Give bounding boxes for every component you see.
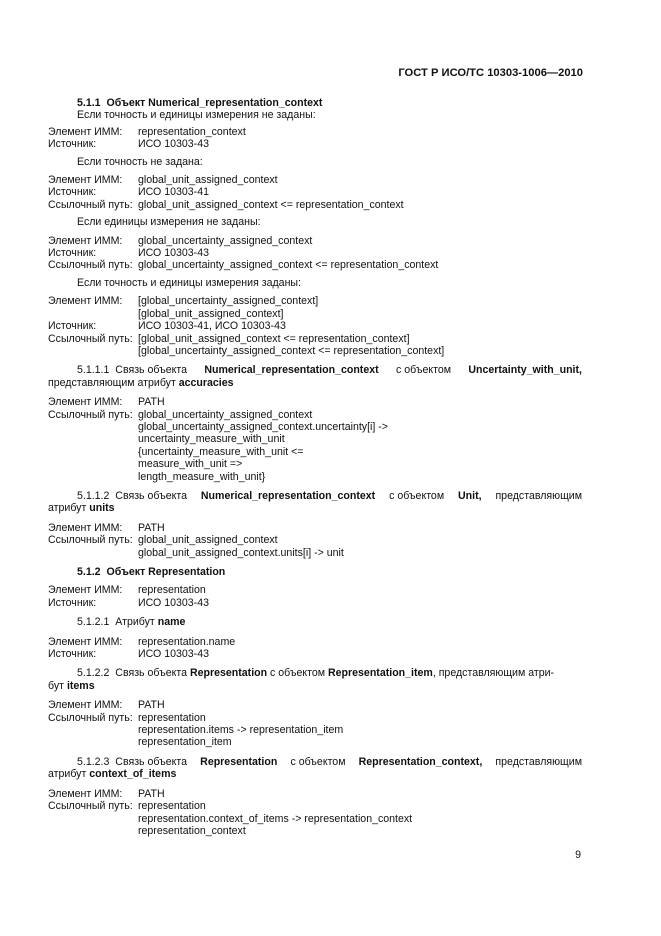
ref-path-label: Ссылочный путь: — [48, 534, 133, 547]
relation-text: Связь объекта — [115, 755, 188, 768]
element-value: [global_unit_assigned_context] — [138, 307, 284, 320]
source-row — [48, 186, 582, 198]
ref-path-label: Ссылочный путь: — [48, 259, 133, 272]
element-label: Элемент ИММ: — [48, 234, 123, 247]
subsection-lead — [77, 364, 187, 376]
ref-path-label: Ссылочный путь: — [48, 408, 133, 421]
attribute-name: items — [66, 679, 95, 692]
subsection-number: 5.1.1.1 — [77, 364, 110, 377]
relation-text: Связь объекта — [115, 667, 190, 680]
section-heading-5-1-1 — [48, 97, 582, 109]
source-value: ИСО 10303-43 — [138, 648, 209, 661]
element-label: Элемент ИММ: — [48, 787, 123, 800]
case-text: Если точность и единицы измерения заданы: — [77, 276, 301, 289]
attribute-name: name — [157, 616, 186, 629]
document-body — [48, 97, 582, 837]
ref-path-value: [global_unit_assigned_context <= representation_context] — [138, 332, 410, 345]
relation-text: представляющим — [495, 489, 582, 502]
ref-path-label: Ссылочный путь: — [48, 711, 133, 724]
ref-path-row-continued — [48, 446, 582, 458]
ref-path-row — [48, 259, 582, 271]
ref-path-value: global_unit_assigned_context — [138, 534, 278, 547]
ref-path-value: representation.context_of_items -> representation_context — [138, 812, 413, 825]
element-row — [48, 522, 582, 534]
element-label: Элемент ИММ: — [48, 584, 123, 597]
element-label: Элемент ИММ: — [48, 635, 123, 648]
section-number: 5.1.1 — [77, 97, 101, 109]
case-text: Если точность не задана: — [77, 155, 203, 168]
element-value: PATH — [138, 787, 165, 800]
subsection-heading-5-1-2-2 — [48, 667, 582, 679]
relation-text: представляющим — [495, 755, 582, 768]
subsection-heading-line2 — [48, 377, 582, 389]
ref-path-row — [48, 534, 582, 546]
source-row — [48, 320, 582, 332]
ref-path-row-continued — [48, 421, 582, 433]
element-row — [48, 396, 582, 408]
element-label: Элемент ИММ: — [48, 699, 123, 712]
ref-path-row-continued — [48, 345, 582, 357]
page-number: 9 — [575, 849, 581, 861]
element-value: representation.name — [138, 635, 236, 648]
relation-text: , представляющим атри- — [432, 667, 555, 680]
relation-object-1: Numerical_representation_context — [204, 364, 379, 377]
source-label: Источник: — [48, 138, 97, 151]
element-row — [48, 174, 582, 186]
relation-text: атрибут — [48, 502, 90, 515]
element-value: PATH — [138, 396, 165, 409]
relation-text: представляющим атрибут — [48, 376, 179, 389]
element-value: PATH — [138, 699, 165, 712]
source-row — [48, 648, 582, 660]
element-value: [global_uncertainty_assigned_context] — [138, 295, 319, 308]
element-value: representation — [138, 584, 206, 597]
ref-path-value: representation — [138, 711, 206, 724]
subsection-number: 5.1.2.3 — [77, 755, 110, 768]
relation-text: с объектом — [389, 489, 445, 502]
element-row — [48, 636, 582, 648]
relation-object-1: Numerical_representation_context — [200, 489, 376, 502]
subsection-lead — [77, 490, 187, 502]
subsection-heading-5-1-1-1 — [48, 364, 582, 376]
source-label: Источник: — [48, 186, 97, 199]
source-value: ИСО 10303-43 — [138, 247, 209, 260]
ref-path-row-continued — [48, 724, 582, 736]
ref-path-value: representation.items -> representation_item — [138, 724, 344, 737]
relation-text: Атрибут — [115, 616, 158, 629]
ref-path-row — [48, 800, 582, 812]
subsection-lead — [77, 756, 187, 768]
source-label: Источник: — [48, 247, 97, 260]
subsection-heading-line2 — [48, 768, 582, 780]
relation-text: с объектом — [290, 755, 346, 768]
section-title-prefix: Объект — [106, 566, 149, 578]
ref-path-value: measure_with_unit => — [138, 458, 243, 471]
subsection-heading-line2 — [48, 680, 582, 692]
subsection-number: 5.1.2.2 — [77, 667, 110, 680]
ref-path-row-continued — [48, 433, 582, 445]
ref-path-value: length_measure_with_unit} — [138, 470, 266, 483]
ref-path-value: global_uncertainty_assigned_context — [138, 408, 313, 421]
subsection-heading-5-1-2-3 — [48, 756, 582, 768]
subsection-heading-5-1-2-1 — [48, 616, 582, 628]
element-label: Элемент ИММ: — [48, 174, 123, 187]
case-text: Если точность и единицы измерения не заданы: — [77, 109, 316, 122]
ref-path-value: global_uncertainty_assigned_context.uncertainty[i] -> — [138, 420, 388, 433]
section-title-object: Representation — [148, 566, 226, 578]
element-row — [48, 126, 582, 138]
relation-object-2: Uncertainty_with_unit, — [468, 364, 582, 377]
ref-path-value: representation_item — [138, 736, 232, 749]
element-row — [48, 699, 582, 711]
relation-text: Связь объекта — [115, 364, 188, 377]
section-number: 5.1.2 — [77, 566, 101, 578]
element-row — [48, 584, 582, 596]
attribute-name: units — [89, 502, 115, 515]
relation-object-1: Representation — [200, 755, 278, 768]
document-header: ГОСТ Р ИСО/ТС 10303-1006—2010 — [398, 67, 583, 79]
element-label: Элемент ИММ: — [48, 125, 123, 138]
subsection-number: 5.1.1.2 — [77, 489, 110, 502]
relation-object-2: Representation_context, — [358, 755, 483, 768]
source-label: Источник: — [48, 648, 97, 661]
relation-object-2: Unit, — [458, 489, 482, 502]
source-label: Источник: — [48, 596, 97, 609]
ref-path-row-continued — [48, 825, 582, 837]
subsection-heading-line2 — [48, 502, 582, 514]
attribute-name: context_of_items — [89, 768, 177, 781]
relation-text: с объектом — [267, 667, 329, 680]
element-value: global_uncertainty_assigned_context — [138, 234, 313, 247]
relation-text: бут — [48, 679, 67, 692]
source-row — [48, 597, 582, 609]
relation-text: атрибут — [48, 768, 90, 781]
ref-path-row-continued — [48, 813, 582, 825]
element-value: PATH — [138, 521, 165, 534]
ref-path-label: Ссылочный путь: — [48, 332, 133, 345]
source-value: ИСО 10303-41, ИСО 10303-43 — [138, 320, 286, 333]
source-label: Источник: — [48, 320, 97, 333]
element-row — [48, 295, 582, 307]
ref-path-row — [48, 712, 582, 724]
source-row — [48, 138, 582, 150]
ref-path-row-continued — [48, 471, 582, 483]
section-heading-5-1-2 — [48, 566, 582, 578]
ref-path-row — [48, 199, 582, 211]
source-value: ИСО 10303-43 — [138, 596, 209, 609]
ref-path-value: global_uncertainty_assigned_context <= representation_context — [138, 259, 439, 272]
subsection-number: 5.1.2.1 — [77, 616, 110, 629]
source-row — [48, 247, 582, 259]
ref-path-value: uncertainty_measure_with_unit — [138, 433, 285, 446]
element-label: Элемент ИММ: — [48, 396, 123, 409]
ref-path-value: representation — [138, 800, 206, 813]
ref-path-label: Ссылочный путь: — [48, 800, 133, 813]
subsection-heading-5-1-1-2 — [48, 490, 582, 502]
source-value: ИСО 10303-41 — [138, 186, 209, 199]
relation-object-2: Representation_item — [328, 667, 433, 680]
ref-path-row-continued — [48, 736, 582, 748]
case-text: Если единицы измерения не заданы: — [77, 216, 261, 229]
element-label: Элемент ИММ: — [48, 295, 123, 308]
relation-text: с объектом — [395, 364, 452, 377]
section-title-prefix: Объект — [106, 97, 149, 109]
ref-path-value: {uncertainty_measure_with_unit <= — [138, 445, 304, 458]
attribute-name: accuracies — [178, 376, 234, 389]
relation-object-1: Representation — [189, 667, 268, 680]
ref-path-value: global_unit_assigned_context <= representation_context — [138, 198, 404, 211]
source-value: ИСО 10303-43 — [138, 138, 209, 151]
ref-path-value: [global_uncertainty_assigned_context <= representation_context] — [138, 344, 445, 357]
element-row — [48, 235, 582, 247]
element-label: Элемент ИММ: — [48, 521, 123, 534]
ref-path-row — [48, 409, 582, 421]
relation-text: Связь объекта — [115, 489, 188, 502]
ref-path-label: Ссылочный путь: — [48, 198, 133, 211]
ref-path-row-continued — [48, 458, 582, 470]
ref-path-value: representation_context — [138, 824, 246, 837]
ref-path-row-continued — [48, 547, 582, 559]
element-value: global_unit_assigned_context — [138, 174, 278, 187]
element-row-continued — [48, 308, 582, 320]
element-value: representation_context — [138, 125, 246, 138]
ref-path-value: global_unit_assigned_context.units[i] -> unit — [138, 546, 344, 559]
element-row — [48, 788, 582, 800]
ref-path-row — [48, 333, 582, 345]
section-title-object: Numerical_representation_context — [148, 97, 323, 109]
